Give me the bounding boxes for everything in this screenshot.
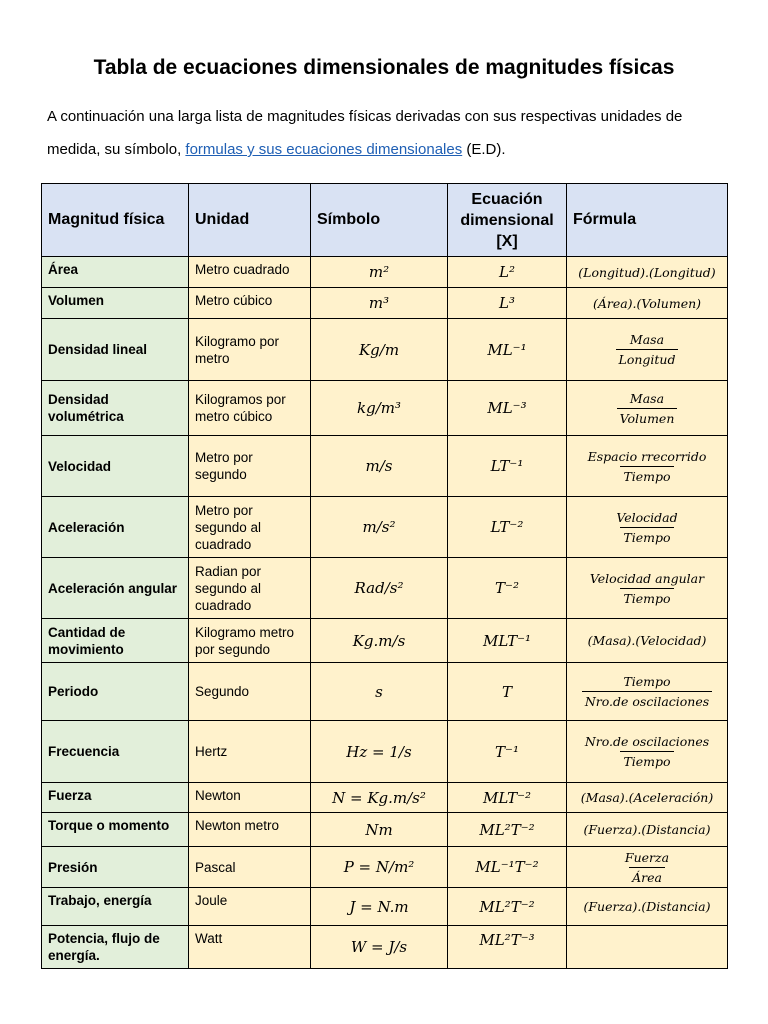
- cell-formula: (Fuerza).(Distancia): [567, 813, 728, 847]
- formula-fraction: [622, 850, 672, 885]
- cell-ecuacion: L²: [448, 257, 567, 288]
- cell-formula: (Fuerza).(Distancia): [567, 888, 728, 926]
- table-row: [42, 663, 728, 721]
- cell-ecuacion: T⁻²: [448, 558, 567, 619]
- cell-simbolo: Kg/m: [311, 319, 448, 381]
- cell-unidad: Newton: [189, 783, 311, 813]
- cell-ecuacion: T: [448, 663, 567, 721]
- table-row: [42, 436, 728, 497]
- cell-unidad: Metro cúbico: [189, 288, 311, 319]
- cell-formula: (Masa).(Velocidad): [567, 619, 728, 663]
- cell-ecuacion: ML⁻¹: [448, 319, 567, 381]
- cell-ecuacion: LT⁻²: [448, 497, 567, 558]
- cell-simbolo: Kg.m/s: [311, 619, 448, 663]
- table-header-row: [42, 184, 728, 257]
- cell-simbolo: s: [311, 663, 448, 721]
- cell-ecuacion: L³: [448, 288, 567, 319]
- cell-ecuacion: MLT⁻²: [448, 783, 567, 813]
- cell-formula: (Longitud).(Longitud): [567, 257, 728, 288]
- cell-formula: [567, 436, 728, 497]
- fraction-denominator: Nro.de oscilaciones: [582, 691, 712, 709]
- cell-magnitud: Aceleración angular: [42, 558, 189, 619]
- cell-formula: [567, 497, 728, 558]
- fraction-numerator: Fuerza: [624, 849, 670, 865]
- intro-text-end: (E.D).: [462, 141, 506, 158]
- table-row: [42, 381, 728, 436]
- fraction-numerator: Espacio rrecorrido: [587, 448, 707, 464]
- cell-magnitud: Aceleración: [42, 497, 189, 558]
- cell-formula: [567, 721, 728, 783]
- table-row: [42, 783, 728, 813]
- fraction-denominator: Longitud: [616, 349, 679, 367]
- cell-magnitud: Fuerza: [42, 783, 189, 813]
- magnitudes-table: [41, 183, 728, 969]
- table-row: [42, 319, 728, 381]
- cell-ecuacion: ML²T⁻³: [448, 926, 567, 969]
- cell-unidad: Watt: [189, 926, 311, 969]
- fraction-numerator: Masa: [629, 332, 665, 347]
- cell-magnitud: Área: [42, 257, 189, 288]
- cell-unidad: Joule: [189, 888, 311, 926]
- cell-simbolo: N = Kg.m/s²: [311, 783, 448, 813]
- cell-simbolo: kg/m³: [311, 381, 448, 436]
- cell-magnitud: Cantidad de movimiento: [42, 619, 189, 663]
- intro-link[interactable]: formulas y sus ecuaciones dimensionales: [185, 141, 463, 158]
- cell-formula: [567, 847, 728, 888]
- table-row: [42, 288, 728, 319]
- cell-formula: (Masa).(Aceleración): [567, 783, 728, 813]
- table-row: [42, 619, 728, 663]
- cell-ecuacion: MLT⁻¹: [448, 619, 567, 663]
- fraction-denominator: Tiempo: [620, 527, 673, 545]
- table-row: [42, 558, 728, 619]
- cell-unidad: Kilogramo por metro: [189, 319, 311, 381]
- table-row: [42, 257, 728, 288]
- intro-paragraph: [47, 100, 727, 166]
- table-row: [42, 497, 728, 558]
- cell-unidad: Radian por segundo al cuadrado: [189, 558, 311, 619]
- cell-magnitud: Frecuencia: [42, 721, 189, 783]
- cell-ecuacion: ML²T⁻²: [448, 888, 567, 926]
- fraction-numerator: Velocidad angular: [589, 570, 705, 586]
- cell-magnitud: Volumen: [42, 288, 189, 319]
- cell-simbolo: m/s²: [311, 497, 448, 558]
- fraction-denominator: Tiempo: [620, 588, 673, 606]
- cell-magnitud: Presión: [42, 847, 189, 888]
- cell-simbolo: m/s: [311, 436, 448, 497]
- formula-fraction: [582, 734, 712, 769]
- cell-unidad: Metro cuadrado: [189, 257, 311, 288]
- cell-simbolo: Hz = 1/s: [311, 721, 448, 783]
- cell-formula: [567, 926, 728, 969]
- cell-simbolo: m²: [311, 257, 448, 288]
- cell-simbolo: m³: [311, 288, 448, 319]
- fraction-numerator: Nro.de oscilaciones: [584, 734, 710, 749]
- cell-simbolo: W = J/s: [311, 926, 448, 969]
- cell-simbolo: P = N/m²: [311, 847, 448, 888]
- cell-formula: (Área).(Volumen): [567, 288, 728, 319]
- fraction-denominator: Tiempo: [620, 466, 673, 484]
- cell-magnitud: Potencia, flujo de energía.: [42, 926, 189, 969]
- intro-text: A continuación una larga lista de magnitudes físicas derivadas con sus respectivas unidades de medida, su símbolo,: [47, 108, 683, 158]
- formula-fraction: [613, 510, 680, 545]
- cell-unidad: Newton metro: [189, 813, 311, 847]
- header-simbolo: Símbolo: [311, 184, 448, 257]
- cell-magnitud: Periodo: [42, 663, 189, 721]
- fraction-denominator: Área: [629, 867, 665, 885]
- cell-formula: [567, 319, 728, 381]
- cell-unidad: Segundo: [189, 663, 311, 721]
- table-row: [42, 926, 728, 969]
- header-formula: Fórmula: [567, 184, 728, 257]
- cell-magnitud: Trabajo, energía: [42, 888, 189, 926]
- fraction-denominator: Volumen: [617, 408, 678, 426]
- formula-fraction: [617, 391, 678, 426]
- fraction-numerator: Tiempo: [623, 674, 671, 689]
- cell-magnitud: Densidad lineal: [42, 319, 189, 381]
- fraction-denominator: Tiempo: [620, 751, 673, 769]
- cell-simbolo: Rad/s²: [311, 558, 448, 619]
- table-row: [42, 888, 728, 926]
- fraction-numerator: Velocidad: [616, 509, 678, 525]
- fraction-numerator: Masa: [629, 390, 665, 406]
- table-row: [42, 721, 728, 783]
- page-title: Tabla de ecuaciones dimensionales de magnitudes físicas: [93, 56, 675, 79]
- header-magnitud: Magnitud física: [42, 184, 189, 257]
- cell-magnitud: Torque o momento: [42, 813, 189, 847]
- header-ecuacion: Ecuación dimensional [X]: [448, 184, 567, 257]
- formula-fraction: [616, 332, 679, 367]
- formula-fraction: [585, 449, 710, 484]
- cell-unidad: Hertz: [189, 721, 311, 783]
- cell-unidad: Metro por segundo al cuadrado: [189, 497, 311, 558]
- cell-ecuacion: ML²T⁻²: [448, 813, 567, 847]
- cell-simbolo: Nm: [311, 813, 448, 847]
- cell-formula: [567, 558, 728, 619]
- formula-fraction: [587, 571, 707, 606]
- table-row: [42, 813, 728, 847]
- cell-ecuacion: T⁻¹: [448, 721, 567, 783]
- cell-ecuacion: LT⁻¹: [448, 436, 567, 497]
- formula-fraction: [582, 674, 712, 709]
- cell-unidad: Kilogramos por metro cúbico: [189, 381, 311, 436]
- cell-unidad: Metro por segundo: [189, 436, 311, 497]
- cell-ecuacion: ML⁻¹T⁻²: [448, 847, 567, 888]
- cell-magnitud: Velocidad: [42, 436, 189, 497]
- cell-unidad: Kilogramo metro por segundo: [189, 619, 311, 663]
- cell-formula: [567, 381, 728, 436]
- cell-magnitud: Densidad volumétrica: [42, 381, 189, 436]
- cell-formula: [567, 663, 728, 721]
- cell-unidad: Pascal: [189, 847, 311, 888]
- cell-simbolo: J = N.m: [311, 888, 448, 926]
- cell-ecuacion: ML⁻³: [448, 381, 567, 436]
- table-row: [42, 847, 728, 888]
- header-unidad: Unidad: [189, 184, 311, 257]
